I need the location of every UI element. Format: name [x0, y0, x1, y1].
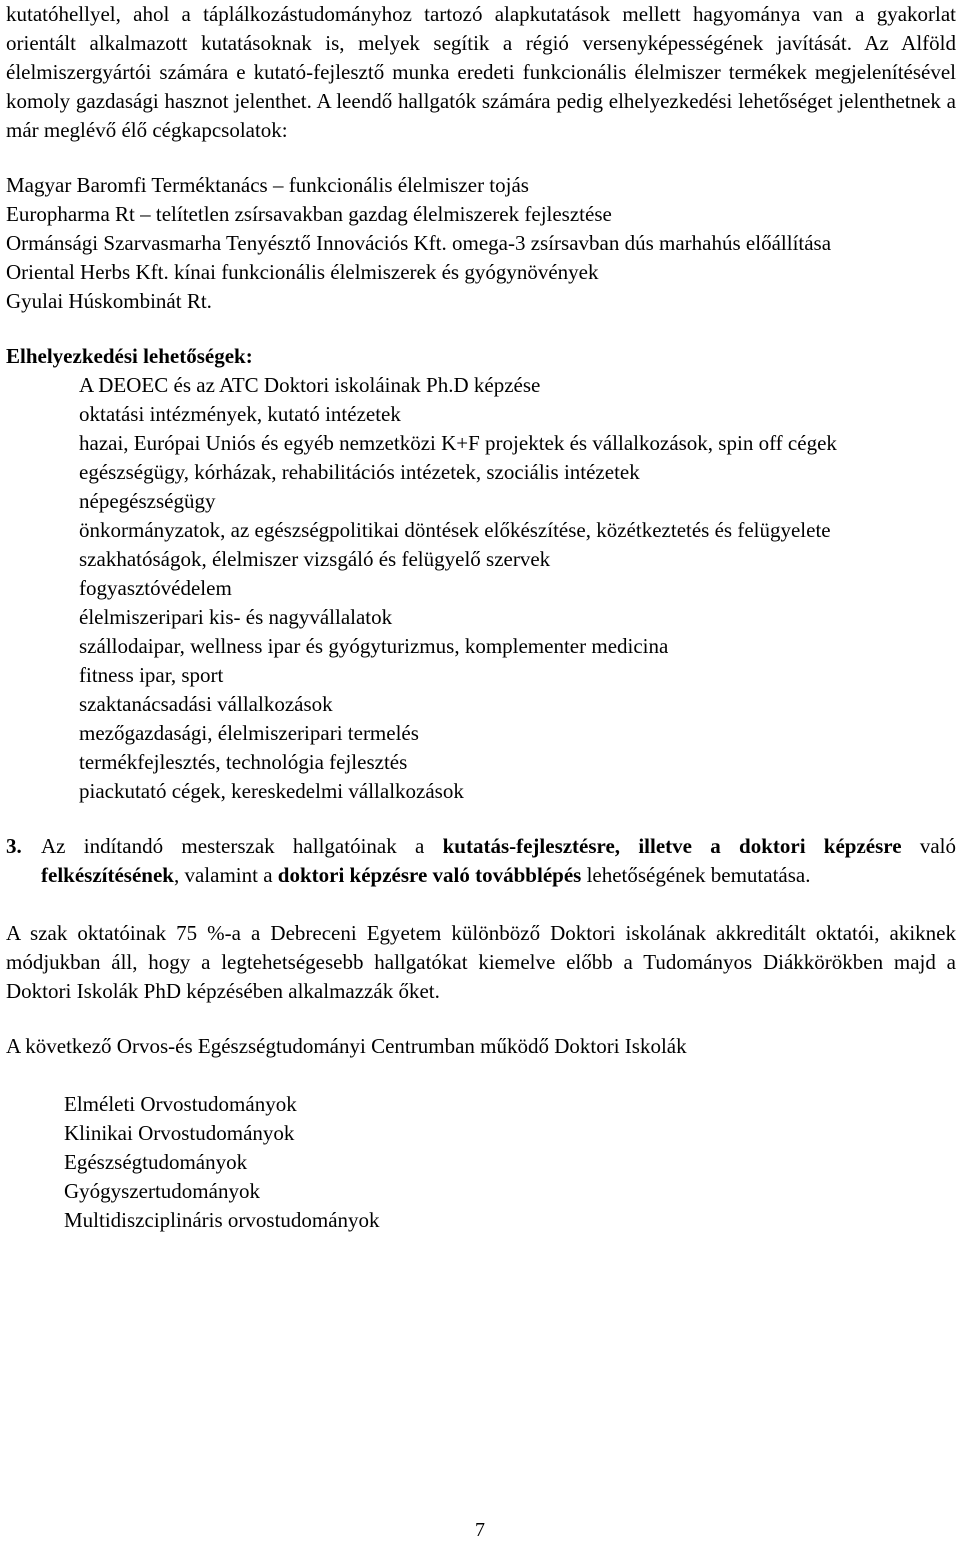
schools-intro: A következő Orvos-és Egészségtudományi Centrumban működő Doktori Iskolák	[6, 1034, 687, 1058]
job-item: piackutató cégek, kereskedelmi vállalkozások	[79, 779, 464, 803]
school-item: Klinikai Orvostudományok	[64, 1121, 295, 1145]
company-item: Europharma Rt – telítetlen zsírsavakban gazdag élelmiszerek fejlesztése	[6, 202, 612, 226]
job-item: mezőgazdasági, élelmiszeripari termelés	[79, 721, 419, 745]
school-item: Gyógyszertudományok	[64, 1179, 260, 1203]
company-list	[6, 171, 956, 316]
schools-list	[6, 1090, 956, 1235]
school-item: Egészségtudományok	[64, 1150, 248, 1174]
jobs-heading: Elhelyezkedési lehetőségek:	[6, 344, 253, 368]
job-item: termékfejlesztés, technológia fejlesztés	[79, 750, 408, 774]
job-item: szállodaipar, wellness ipar és gyógyturizmus, komplementer medicina	[79, 634, 669, 658]
section-number: 3.	[6, 834, 22, 858]
company-item: Ormánsági Szarvasmarha Tenyésztő Innovációs Kft. omega-3 zsírsavban dús marhahús előállítása	[6, 231, 832, 255]
company-item: Oriental Herbs Kft. kínai funkcionális élelmiszerek és gyógynövények	[6, 260, 599, 284]
job-item: önkormányzatok, az egészségpolitikai döntések előkészítése, közétkeztetés és felügyelete	[79, 518, 831, 542]
document-page	[6, 0, 956, 1235]
faculty-paragraph: A szak oktatóinak 75 %-a a Debreceni Egyetem különböző Doktori iskolának akkreditált oktatói, akiknek módjukban áll, hogy a legtehetségesebb hallgatókat kiemelve előbb a Tudományos Diákkörökben majd a Doktori Iskolák PhD képzésében alkalmazzák őket.	[6, 921, 956, 1003]
job-item: élelmiszeripari kis- és nagyvállalatok	[79, 605, 393, 629]
job-item: fitness ipar, sport	[79, 663, 224, 687]
intro-paragraph: kutatóhellyel, ahol a táplálkozástudományhoz tartozó alapkutatások mellett hagyománya van a gyakorlat orientált alkalmazott kutatásoknak is, melyek segítik a régió versenyképességének javítását. Az Alföld élelmiszergyártói számára e kutató-fejlesztő munka eredeti funkcionális élelmiszer termékek megjelenítésével komoly gazdasági hasznot jelenthet. A leendő hallgatók számára pedig elhelyezkedési lehetőséget jelenthetnek a már meglévő élő cégkapcsolatok:	[6, 2, 956, 142]
jobs-list	[6, 371, 956, 806]
section-3	[6, 832, 956, 890]
school-item: Elméleti Orvostudományok	[64, 1092, 297, 1116]
job-item: oktatási intézmények, kutató intézetek	[79, 402, 401, 426]
job-item: hazai, Európai Uniós és egyéb nemzetközi K+F projektek és vállalkozások, spin off cégek	[79, 431, 837, 455]
job-item: népegészségügy	[79, 489, 216, 513]
section-3-text: Az indítandó mesterszak hallgatóinak a kutatás-fejlesztésre, illetve a doktori képzésre való felkészítésének, valamint a doktori képzésre való továbblépés lehetőségének bemutatása.	[41, 834, 956, 887]
job-item: egészségügy, kórházak, rehabilitációs intézetek, szociális intézetek	[79, 460, 640, 484]
school-item: Multidiszciplináris orvostudományok	[64, 1208, 380, 1232]
jobs-section	[6, 342, 956, 806]
job-item: A DEOEC és az ATC Doktori iskoláinak Ph.D képzése	[79, 373, 541, 397]
job-item: fogyasztóvédelem	[79, 576, 232, 600]
job-item: szakhatóságok, élelmiszer vizsgáló és felügyelő szervek	[79, 547, 551, 571]
company-item: Gyulai Húskombinát Rt.	[6, 289, 212, 313]
job-item: szaktanácsadási vállalkozások	[79, 692, 333, 716]
page-number: 7	[475, 1519, 485, 1541]
company-item: Magyar Baromfi Terméktanács – funkcionális élelmiszer tojás	[6, 173, 529, 197]
